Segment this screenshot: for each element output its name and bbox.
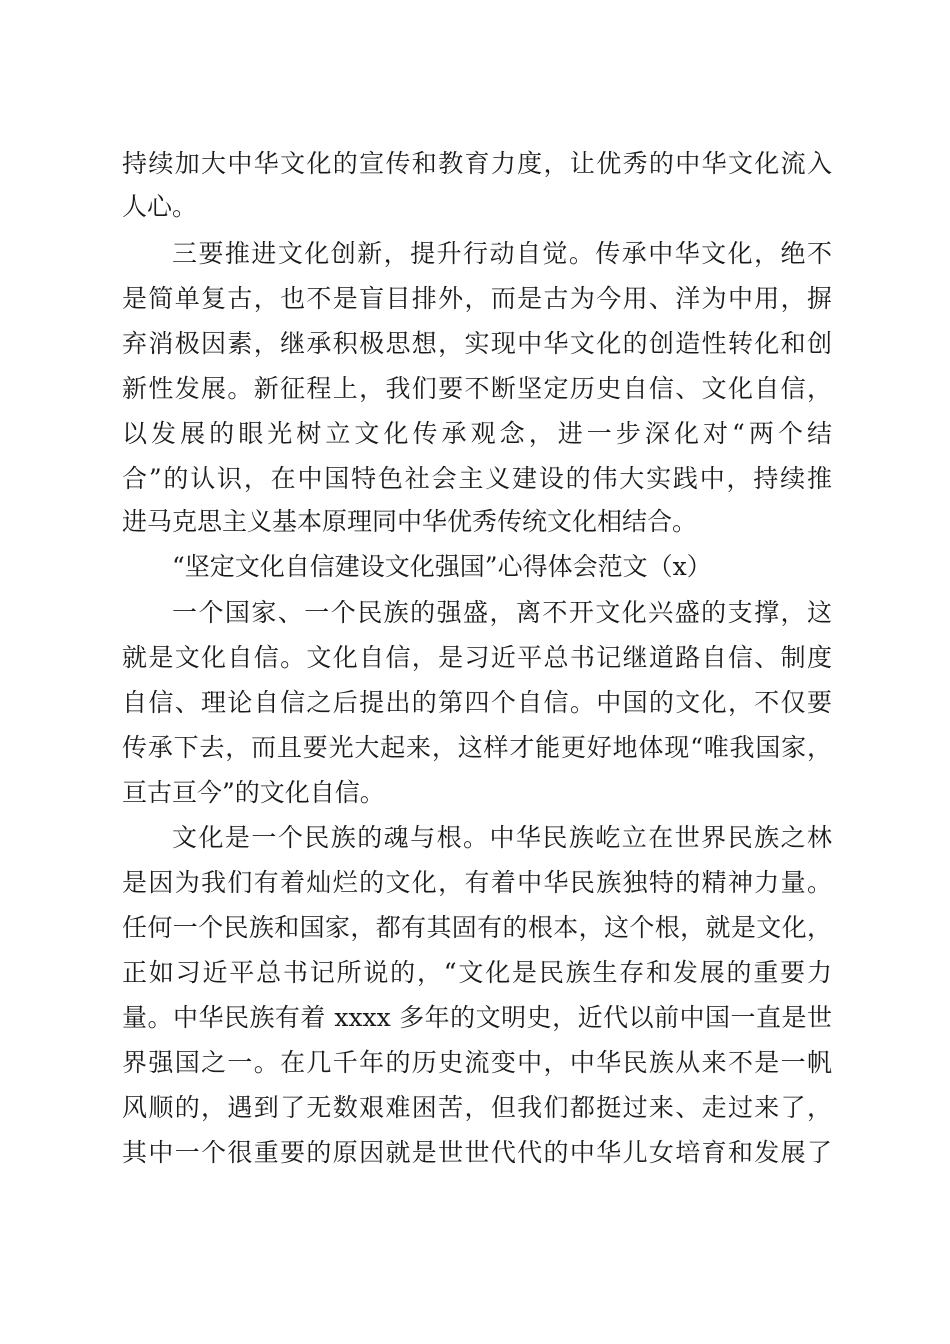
text-line: 传承下去，而且要光大起来，这样才能更好地体现“唯我国家， — [122, 733, 832, 762]
text-line: 人心。 — [122, 192, 198, 221]
section-title: “坚定文化自信建设文化强国”心得体会范文（x） — [172, 552, 712, 581]
text-line: 亘古亘今”的文化自信。 — [122, 778, 385, 807]
text-line: 进马克思主义基本原理同中华优秀传统文化相结合。 — [122, 507, 698, 536]
text-line: 新性发展。新征程上，我们要不断坚定历史自信、文化自信， — [122, 374, 832, 403]
text-line: 弃消极因素，继承积极思想，实现中华文化的创造性转化和创 — [122, 329, 832, 358]
text-line: 是因为我们有着灿烂的文化，有着中华民族独特的精神力量。 — [122, 868, 832, 897]
text-line: 量。中华民族有着 xxxx 多年的文明史，近代以前中国一直是世 — [122, 1003, 832, 1032]
paragraph-first-line: 文化是一个民族的魂与根。中华民族屹立在世界民族之林 — [172, 823, 832, 852]
text-line: 正如习近平总书记所说的，“文化是民族生存和发展的重要力 — [122, 958, 832, 987]
text-line: 持续加大中华文化的宣传和教育力度，让优秀的中华文化流入 — [122, 149, 832, 178]
text-line: 以发展的眼光树立文化传承观念，进一步深化对“两个结 — [122, 419, 832, 448]
text-line: 合”的认识，在中国特色社会主义建设的伟大实践中，持续推 — [122, 464, 832, 493]
paragraph-first-line: 三要推进文化创新，提升行动自觉。传承中华文化，绝不 — [172, 239, 832, 268]
text-line: 是简单复古，也不是盲目排外，而是古为今用、洋为中用，摒 — [122, 284, 832, 313]
text-line: 自信、理论自信之后提出的第四个自信。中国的文化，不仅要 — [122, 688, 832, 717]
text-line: 就是文化自信。文化自信，是习近平总书记继道路自信、制度 — [122, 643, 832, 672]
paragraph-first-line: 一个国家、一个民族的强盛，离不开文化兴盛的支撑，这 — [172, 598, 832, 627]
text-line: 界强国之一。在几千年的历史流变中，中华民族从来不是一帆 — [122, 1048, 832, 1077]
text-line: 风顺的，遇到了无数艰难困苦，但我们都挺过来、走过来了， — [122, 1093, 832, 1122]
text-line: 任何一个民族和国家，都有其固有的根本，这个根，就是文化， — [122, 913, 832, 942]
text-line: 其中一个很重要的原因就是世世代代的中华儿女培育和发展了 — [122, 1138, 832, 1167]
